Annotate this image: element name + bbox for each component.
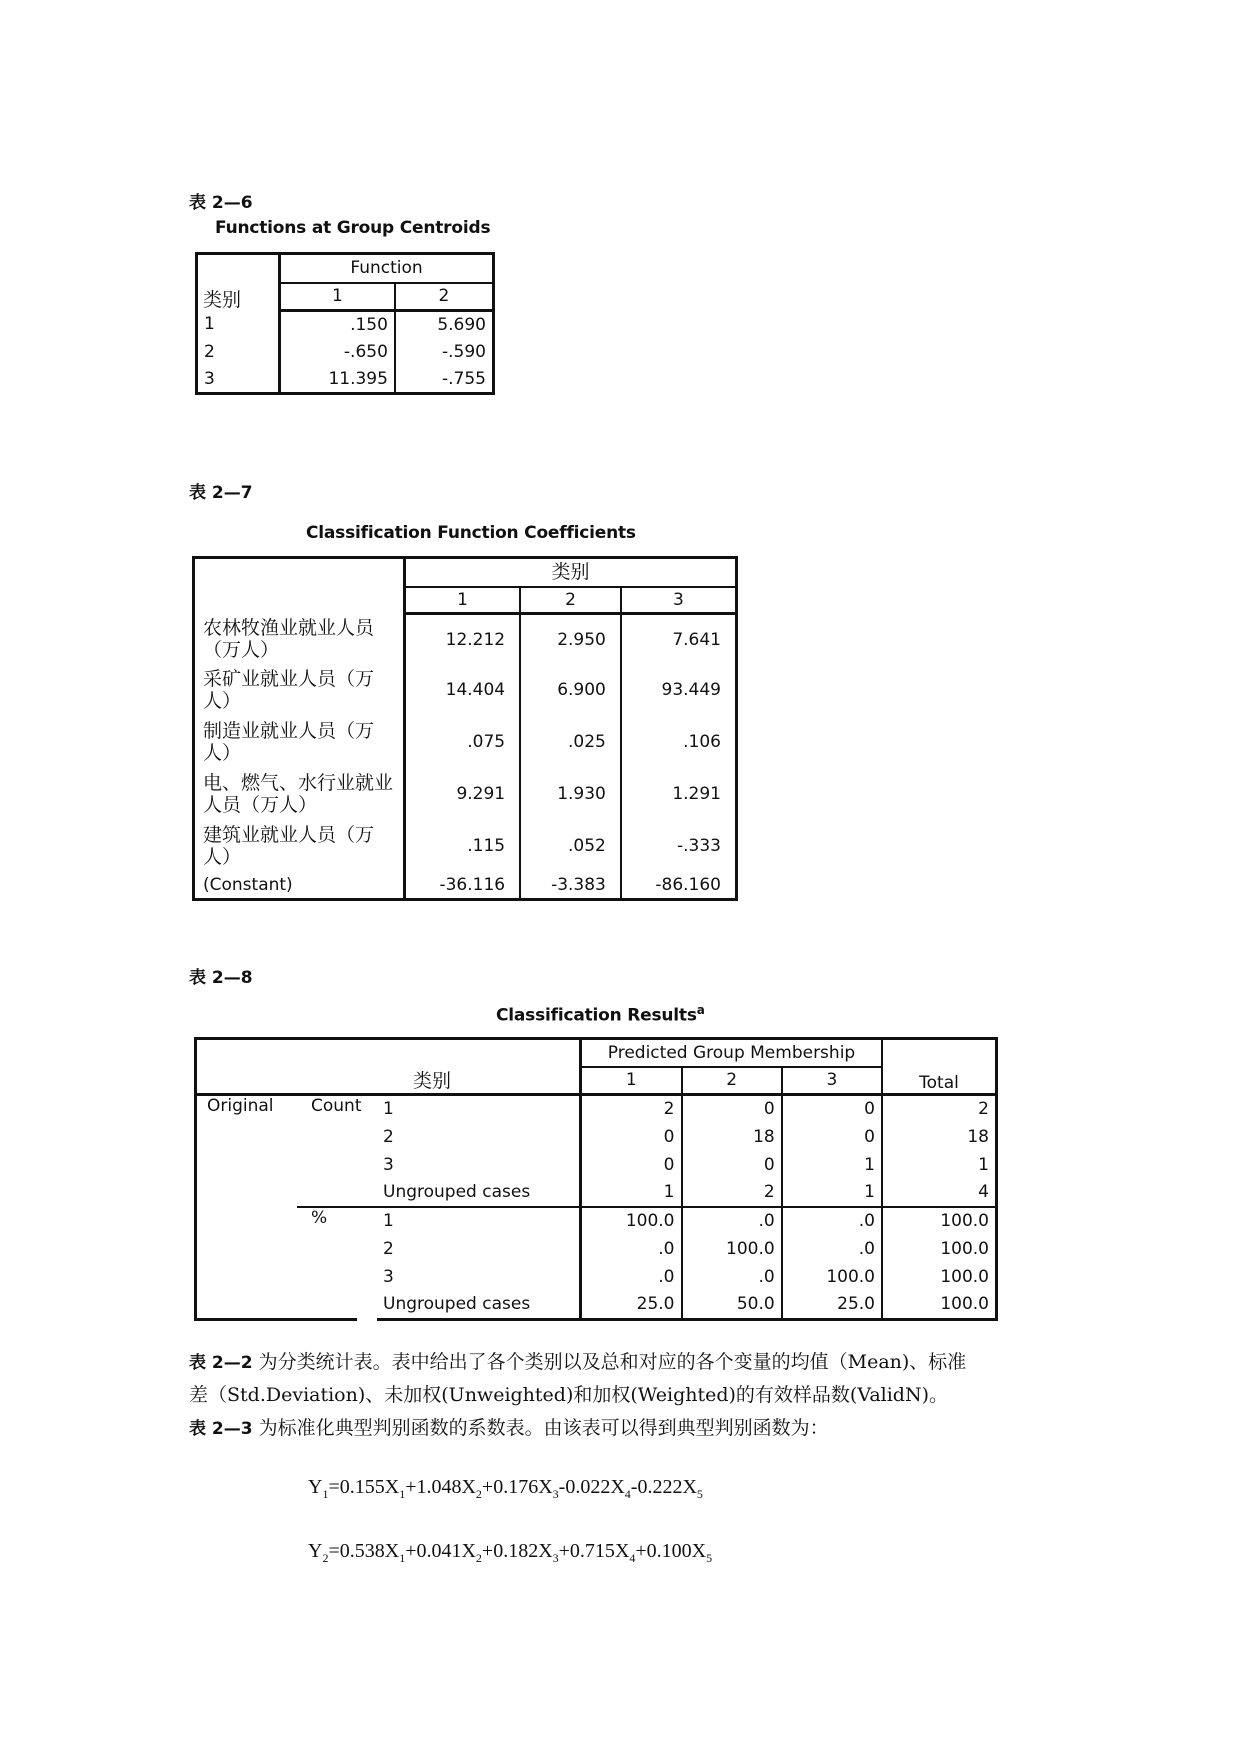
function-group-header: Function [280, 254, 494, 283]
eq-sub: 1 [322, 1487, 329, 1501]
col-header-3: 3 [621, 587, 737, 614]
header-blank [297, 1039, 377, 1095]
paragraph-line [189, 1347, 966, 1374]
eq-coef: +0.715 [558, 1540, 615, 1562]
table-title-classification-results [496, 1003, 705, 1026]
eq-sub: 2 [475, 1487, 482, 1501]
eq-sub: 2 [322, 1551, 329, 1565]
row-label: 3 [197, 366, 280, 394]
cell: 100.0 [882, 1235, 997, 1263]
eq-var: X [610, 1476, 625, 1498]
cell: 0 [581, 1151, 682, 1179]
classification-results-title-text: Classification Results [496, 1005, 697, 1026]
row-label: 1 [377, 1207, 581, 1235]
predicted-membership-header: Predicted Group Membership [581, 1039, 883, 1067]
eq-sub: 5 [696, 1487, 703, 1501]
cell: 7.641 [621, 614, 737, 665]
eq-var: X [682, 1476, 697, 1498]
cell: 0 [581, 1123, 682, 1151]
eq-var: Y [308, 1540, 323, 1562]
equation-y2: $Y_2=0.538X_1+0.041X_2+0.182X_3+0.715X_4+0.100X_5$ [308, 1540, 713, 1565]
cell: 25.0 [782, 1291, 882, 1320]
col-header-1: 1 [405, 587, 521, 614]
eq-coef: +0.100 [635, 1540, 692, 1562]
row-label: 2 [377, 1123, 581, 1151]
col-header-1: 1 [280, 283, 395, 311]
cell: 18 [682, 1123, 782, 1151]
cell: 0 [682, 1095, 782, 1123]
eq-sub: 1 [399, 1551, 406, 1565]
cell: 9.291 [405, 768, 521, 820]
cell: 93.449 [621, 665, 737, 716]
eq-sub: 4 [629, 1551, 636, 1565]
footnote-marker: a [696, 1003, 705, 1017]
col-header-2: 2 [395, 283, 494, 311]
cell: 2 [581, 1095, 682, 1123]
table-row [194, 768, 737, 820]
section-original: Original [196, 1095, 298, 1320]
cell: 50.0 [682, 1291, 782, 1320]
cell: .106 [621, 716, 737, 768]
cell: -.755 [395, 366, 494, 394]
cell: 1 [882, 1151, 997, 1179]
eq-var: X [614, 1540, 630, 1562]
cell: 100.0 [882, 1291, 997, 1320]
cell: 18 [882, 1123, 997, 1151]
eq-var: X [538, 1476, 553, 1498]
col-header-1: 1 [581, 1067, 682, 1095]
cell: .025 [520, 716, 621, 768]
eq-var: X [691, 1540, 707, 1562]
table-label-2-7: 表 2—7 [189, 483, 253, 503]
row-label: 3 [377, 1151, 581, 1179]
eq-coef: +0.176 [481, 1476, 539, 1498]
col-header-3: 3 [782, 1067, 882, 1095]
paragraph-line: 差（Std.Deviation)、未加权(Unweighted)和加权(Weighted)的有效样品数(ValidN)。 [189, 1384, 949, 1406]
eq-coef: -0.022 [558, 1476, 611, 1498]
section-percent: % [297, 1207, 377, 1320]
cell: .0 [682, 1207, 782, 1235]
table-row [197, 311, 494, 338]
table-title-group-centroids: Functions at Group Centroids [215, 218, 491, 238]
row-header-leibie: 类别 [203, 289, 242, 311]
cell: 5.690 [395, 311, 494, 338]
eq-var: X [461, 1540, 476, 1562]
table-row [194, 614, 737, 665]
cell: -36.116 [405, 872, 521, 900]
row-label: 电、燃气、水行业就业人员（万人） [194, 768, 405, 820]
cell: .0 [581, 1263, 682, 1291]
leibie-group-header: 类别 [405, 558, 737, 587]
cell: -.650 [280, 338, 395, 366]
cell: 1 [581, 1179, 682, 1207]
cell: .0 [581, 1235, 682, 1263]
cell: 0 [782, 1123, 882, 1151]
eq-coef: +1.048 [405, 1476, 462, 1498]
group-centroids-table [195, 252, 495, 395]
eq-sub: 5 [706, 1551, 713, 1565]
cell: 100.0 [882, 1263, 997, 1291]
eq-coef: 0.155 [339, 1476, 385, 1498]
eq-coef: +0.041 [405, 1540, 462, 1562]
classification-coefficients-table [192, 556, 738, 901]
table-label-2-6: 表 2—6 [189, 193, 253, 213]
row-header-cell [194, 558, 405, 614]
table-row [194, 665, 737, 716]
paragraph-text: 为标准化典型判别函数的系数表。由该表可以得到典型判别函数为： [252, 1417, 829, 1439]
cell: .0 [682, 1263, 782, 1291]
cell: .075 [405, 716, 521, 768]
cell: 4 [882, 1179, 997, 1207]
eq-sub: 4 [624, 1487, 631, 1501]
total-header: Total [882, 1039, 997, 1095]
table-row [197, 338, 494, 366]
cell: 12.212 [405, 614, 521, 665]
cell: .0 [782, 1207, 882, 1235]
cell: 0 [682, 1151, 782, 1179]
row-label: 3 [377, 1263, 581, 1291]
table-row [197, 366, 494, 394]
eq-var: Y [308, 1476, 323, 1498]
cell: 100.0 [581, 1207, 682, 1235]
table-ref: 表 2—2 [189, 1353, 253, 1373]
cell: 1.930 [520, 768, 621, 820]
eq-var: X [384, 1476, 400, 1498]
eq-sub: 3 [552, 1487, 559, 1501]
cell: .0 [782, 1235, 882, 1263]
row-label: 1 [197, 311, 280, 338]
eq-var: X [461, 1476, 476, 1498]
eq-var: X [538, 1540, 553, 1562]
table-title-classification-coefficients: Classification Function Coefficients [306, 523, 636, 543]
header-blank [196, 1039, 298, 1095]
cell: 100.0 [782, 1263, 882, 1291]
col-header-2: 2 [520, 587, 621, 614]
cell: 25.0 [581, 1291, 682, 1320]
cell: 2 [682, 1179, 782, 1207]
cell: .115 [405, 820, 521, 872]
cell: -.333 [621, 820, 737, 872]
row-header-leibie: 类别 [377, 1039, 581, 1095]
row-label: 农林牧渔业就业人员（万人） [194, 614, 405, 665]
table-bottom-rule [194, 1318, 357, 1321]
cell: 1 [782, 1179, 882, 1207]
classification-results-table [194, 1037, 998, 1321]
table-row [196, 1095, 997, 1123]
eq-var: X [384, 1540, 400, 1562]
eq-sub: 1 [399, 1487, 406, 1501]
row-label: 建筑业就业人员（万人） [194, 820, 405, 872]
row-label: Ungrouped cases [377, 1179, 581, 1207]
table-label-2-8: 表 2—8 [189, 968, 253, 988]
section-count: Count [297, 1095, 377, 1207]
cell: 2.950 [520, 614, 621, 665]
paragraph-text: 为分类统计表。表中给出了各个类别以及总和对应的各个变量的均值（Mean)、标准 [252, 1351, 967, 1373]
cell: 100.0 [882, 1207, 997, 1235]
eq-sub: 2 [475, 1551, 482, 1565]
col-header-2: 2 [682, 1067, 782, 1095]
row-label: Ungrouped cases [377, 1291, 581, 1320]
cell: 11.395 [280, 366, 395, 394]
cell: 6.900 [520, 665, 621, 716]
paragraph-line [189, 1413, 829, 1440]
cell: 0 [782, 1095, 882, 1123]
table-row [194, 820, 737, 872]
cell: -.590 [395, 338, 494, 366]
row-label: (Constant) [194, 872, 405, 900]
cell: 2 [882, 1095, 997, 1123]
eq-coef: -0.222 [630, 1476, 683, 1498]
row-label: 2 [197, 338, 280, 366]
equation-y1: $Y_1=0.155X_1+1.048X_2+0.176X_3-0.022X_4-0.222X_5$ [308, 1476, 703, 1501]
eq-coef: +0.182 [481, 1540, 539, 1562]
cell: .052 [520, 820, 621, 872]
cell: 1 [782, 1151, 882, 1179]
cell: -86.160 [621, 872, 737, 900]
table-row [196, 1207, 997, 1235]
row-label: 2 [377, 1235, 581, 1263]
table-ref: 表 2—3 [189, 1419, 253, 1439]
cell: 1.291 [621, 768, 737, 820]
eq-coef: 0.538 [339, 1540, 385, 1562]
cell: .150 [280, 311, 395, 338]
row-label: 采矿业就业人员（万人） [194, 665, 405, 716]
cell: -3.383 [520, 872, 621, 900]
row-label: 制造业就业人员（万人） [194, 716, 405, 768]
cell: 100.0 [682, 1235, 782, 1263]
table-row [194, 872, 737, 900]
row-label: 1 [377, 1095, 581, 1123]
table-row [194, 716, 737, 768]
cell: 14.404 [405, 665, 521, 716]
eq-sub: 3 [552, 1551, 559, 1565]
